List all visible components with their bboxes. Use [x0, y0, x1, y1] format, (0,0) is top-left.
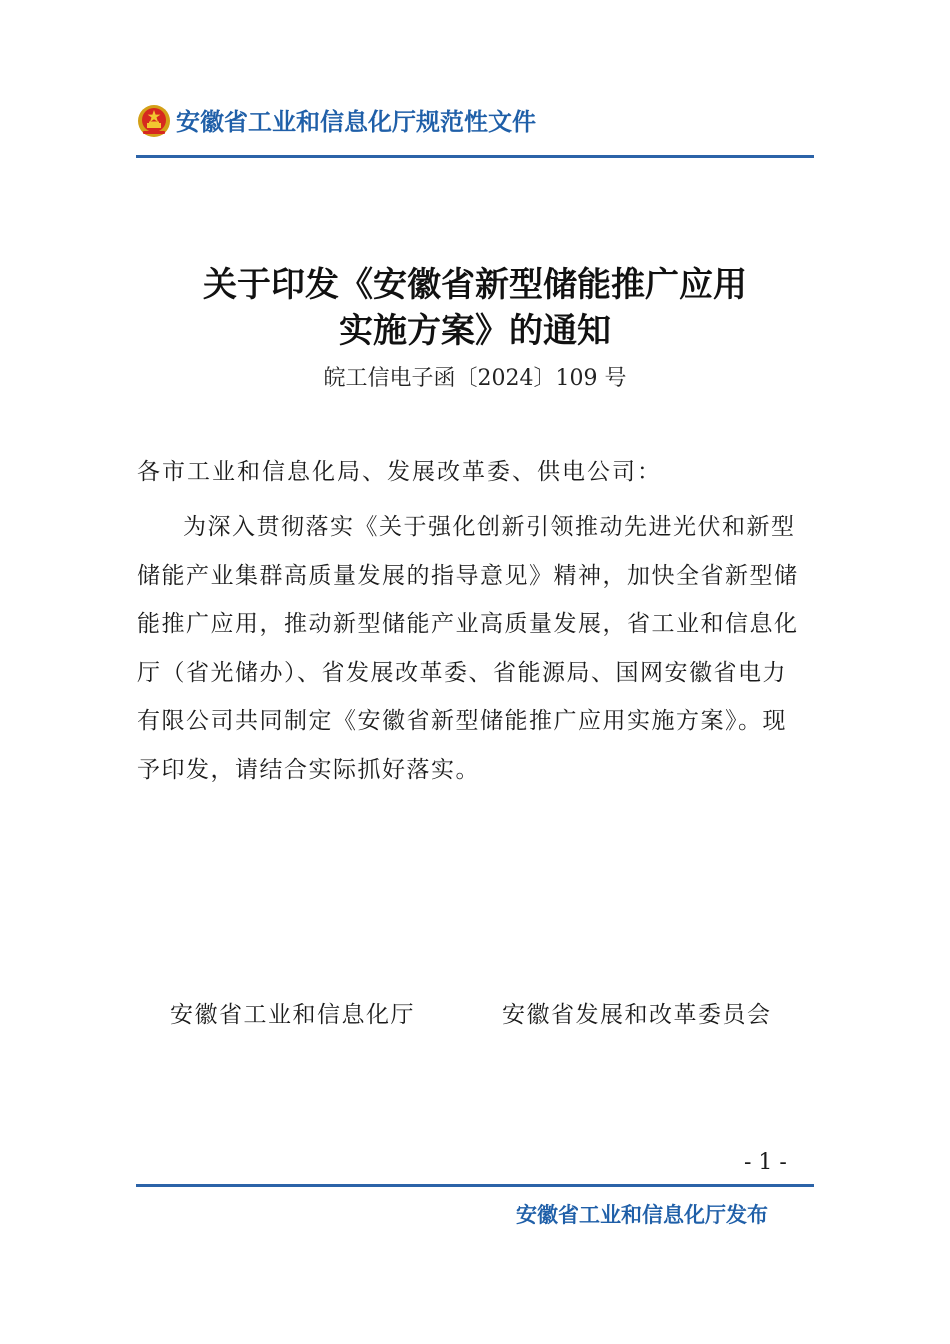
- document-title-line: 实施方案》的通知: [339, 311, 611, 351]
- salutation: 各市工业和信息化局、发展改革委、供电公司：: [137, 459, 662, 485]
- body-line: 厅（省光储办）、省发展改革委、省能源局、国网安徽省电力: [137, 659, 787, 686]
- signature-left: 安徽省工业和信息化厅: [170, 1002, 415, 1028]
- signature-right: 安徽省发展和改革委员会: [502, 1002, 772, 1028]
- page-number: - 1 -: [744, 1150, 787, 1175]
- document-title: [100, 262, 850, 354]
- header-divider: [136, 155, 814, 158]
- body-paragraph: [137, 503, 817, 794]
- body-line: 储能产业集群高质量发展的指导意见》精神，加快全省新型储: [137, 562, 799, 589]
- document-number: 皖工信电子函〔2024〕109 号: [323, 366, 627, 391]
- body-line: 有限公司共同制定《安徽省新型储能推广应用实施方案》。现: [137, 708, 787, 734]
- footer-divider: [136, 1184, 814, 1187]
- body-line: 为深入贯彻落实《关于强化创新引领推动先进光伏和新型: [183, 514, 796, 540]
- body-line: 予印发，请结合实际抓好落实。: [137, 756, 480, 783]
- document-title-line: 关于印发《安徽省新型储能推广应用: [203, 265, 747, 305]
- header-title: 安徽省工业和信息化厅规范性文件: [176, 108, 536, 136]
- footer-publisher: 安徽省工业和信息化厅发布: [516, 1203, 768, 1227]
- national-emblem-icon: [137, 104, 171, 138]
- body-line: 能推广应用，推动新型储能产业高质量发展，省工业和信息化: [137, 611, 799, 637]
